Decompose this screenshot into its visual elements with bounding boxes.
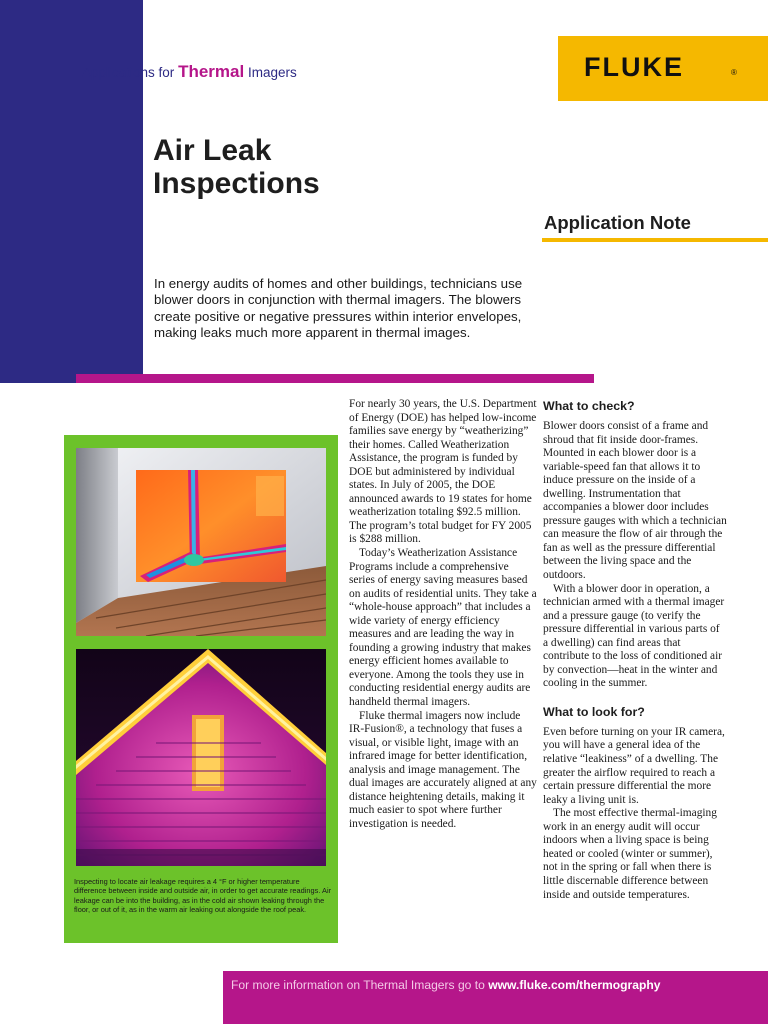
body-column-2 xyxy=(543,398,727,902)
footer-url-link[interactable]: www.fluke.com/thermography xyxy=(488,978,661,992)
registered-mark: ® xyxy=(731,68,737,77)
intro-paragraph: In energy audits of homes and other buildings, technicians use blower doors in conjunction with thermal imagers. The blowers create positive or negative pressures within interior envelopes, making leaks much more apparent in thermal images. xyxy=(154,276,523,340)
body-paragraph: The most effective thermal-imaging work in an energy audit will occur indoors when a living space is being heated or cooled (winter or summer), not in the spring or fall when there is little discernable difference between inside and outside temperatures. xyxy=(543,807,717,901)
doc-type-underline xyxy=(542,238,768,242)
figure-panel xyxy=(64,435,338,943)
floor-corner-thermal-photo xyxy=(76,448,326,636)
body-paragraph: With a blower door in operation, a technician armed with a thermal imager and a pressure gauge (to verify the pressure differential in various parts of a dwelling) can find areas that contribute to the loss of conditioned air by convection—heat in the winter and cooling in the summer. xyxy=(543,582,725,690)
body-paragraph: Today’s Weatherization Assistance Programs include a comprehensive series of energy saving measures based on audits of residential units. They take a “whole-house approach” that includes a wide variety of energy efficiency measures and are leading the way in founding a growing industry that makes energy efficient homes available to everyone. Among the tools they use in conducting residential energy audits are handheld thermal imagers. xyxy=(349,547,537,709)
footer-text xyxy=(231,978,661,992)
series-suffix: Imagers xyxy=(247,65,297,80)
heading-what-to-check: What to check? xyxy=(543,399,635,413)
section-divider xyxy=(76,374,594,383)
footer-prefix: For more information on Thermal Imagers go to xyxy=(231,978,485,992)
roof-peak-thermal-photo xyxy=(76,649,326,866)
body-paragraph: Blower doors consist of a frame and shroud that fit inside door-frames. Mounted in each blower door is a variable-speed fan that allows it to induce pressure on the inside of a dwelling. Instrumentation that accompanies a blower door includes pressure gauges with which a technician can measure the flow of air through the fan as well as the pressure differential between the living space and the outdoors. xyxy=(543,420,727,582)
figure-caption: Inspecting to locate air leakage requires a 4 °F or higher temperature difference between inside and outside air, in order to get accurate readings. Air leakage can be into the building, as in the cold air shown leaking through the floor, or out of it, as in the warm air leaking out alongside the roof peak. xyxy=(74,877,332,915)
page-title xyxy=(153,134,453,200)
body-paragraph: Fluke thermal imagers now include IR-Fusion®, a technology that fuses a visual, or visible light, image with an infrared image for better identification, analysis and image management. The dual images are accurately aligned at any distance heightening details, making it much easier to spot where further investigation is needed. xyxy=(349,709,537,830)
footer-bar xyxy=(223,971,768,1024)
body-paragraph: For nearly 30 years, the U.S. Department of Energy (DOE) has helped low-income families save energy by “weatherizing” their homes. Called Weatherization Assistance, the program is funded by DOE but administered by individual states. In July of 2005, the DOE announced awards to 19 states for home weatherization totaling $92.5 million. The program’s total budget for FY 2005 is $288 million. xyxy=(349,398,537,546)
heading-what-to-look-for: What to look for? xyxy=(543,704,645,719)
brand-name: FLUKE xyxy=(584,52,684,82)
title-line-1: Air Leak xyxy=(153,134,272,167)
series-prefix: Applications for xyxy=(82,65,175,80)
fluke-logo xyxy=(558,36,768,101)
series-accent: Thermal xyxy=(178,62,245,81)
body-paragraph: Even before turning on your IR camera, you will have a general idea of the relative “leakiness” of a dwelling. The greater the airflow required to reach a certain pressure differential the more leaky a living unit is. xyxy=(543,725,725,806)
left-color-band xyxy=(0,0,143,383)
doc-type-label: Application Note xyxy=(544,212,691,233)
title-line-2: Inspections xyxy=(153,167,320,200)
body-column-1 xyxy=(349,398,537,832)
series-title xyxy=(82,62,297,82)
